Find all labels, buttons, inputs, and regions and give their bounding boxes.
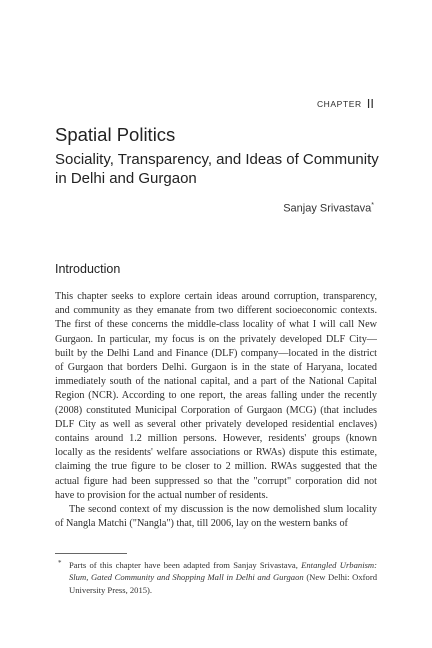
chapter-label [317,95,374,110]
section-heading: Introduction [55,262,121,276]
footnote-prefix: Parts of this chapter have been adapted from Sanjay Srivastava, [69,560,302,570]
footnote-mark: * [58,559,62,567]
footnote-suffix: (New Delhi: Oxford University Press, 2015). [69,572,377,595]
author-footnote-mark: * [371,202,374,209]
chapter-subtitle: Sociality, Transparency, and Ideas of Community in Delhi and Gurgaon [55,151,379,187]
author-name: Sanjay Srivastava [283,202,372,215]
footnote-book-title: Entangled Urbanism: Slum, Gated Community and Shopping Mall in Delhi and Gurgaon [69,560,377,583]
body-text [55,290,377,531]
footnote [55,559,377,596]
paragraph-1: This chapter seeks to explore certain ideas around corruption, transparency, and community as they emanate from two different socioeconomic contexts. The first of these concerns the middle-class locality of what I will call New Gurgaon. In particular, my focus is on the privately developed DLF City—built by the Delhi Land and Finance (DLF) company—located in the district of Gurgaon that borders Delhi. Gurgaon is in the state of Haryana, located immediately south of the national capital, and a part of the National Capital Region (NCR). According to one report, the areas falling under the recently (2008) constituted Municipal Corporation of Gurgaon (MCG) (that includes DLF City as well as several other privately developed residential enclaves) contains around 1.2 million persons. However, residents' groups (known locally as the residents' welfare associations or RWAs) dispute this estimate, claiming the true figure to be closer to 2 million. RWAs suggested that the actual figure had been suppressed so that the "corrupt" corporation did not have to provision for the actual number of residents. [55,291,377,501]
paragraph-2: The second context of my discussion is the now demolished slum locality of Nangla Matchi ("Nangla") that, till 2006, lay on the western banks of [55,504,377,530]
chapter-word: CHAPTER [316,99,362,109]
author-byline [283,202,374,215]
footnote-rule [55,553,127,554]
chapter-title: Spatial Politics [55,124,176,145]
chapter-number: II [366,96,374,111]
